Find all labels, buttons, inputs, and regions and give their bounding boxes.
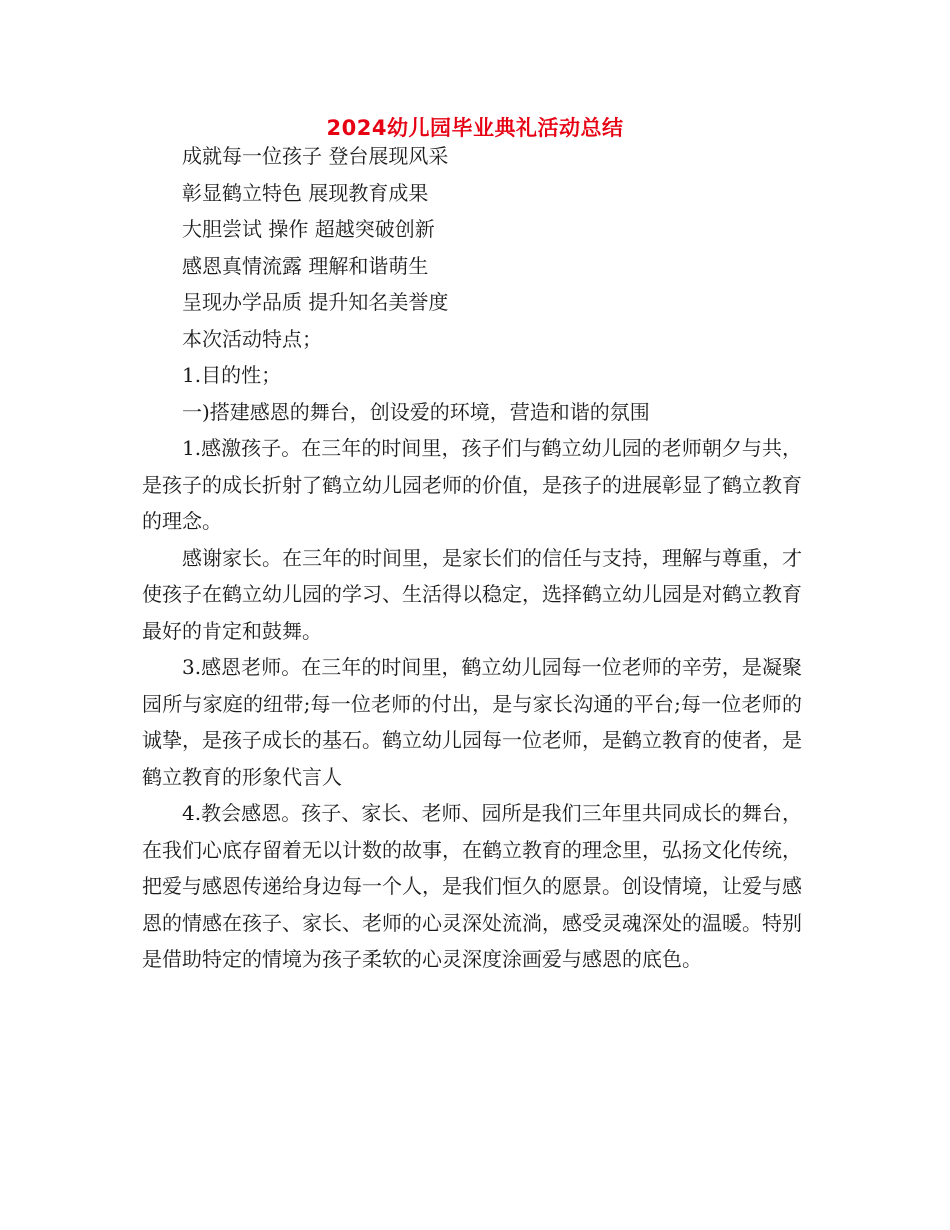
paragraph: 本次活动特点； (182, 326, 322, 351)
paragraph: 1.感激孩子。在三年的时间里，孩子们与鹤立幼儿园的老师朝夕与共，是孩子的成长折射了鹤立幼儿园老师的价值，是孩子的进展彰显了鹤立教育的理念。 (142, 436, 802, 533)
paragraph: 3.感恩老师。在三年的时间里，鹤立幼儿园每一位老师的辛劳，是凝聚园所与家庭的纽带;每一位老师的付出，是与家长沟通的平台;每一位老师的诚挚，是孩子成长的基石。鹤立幼儿园每一位老师，是鹤立教育的使者，是鹤立教育的形象代言人 (142, 655, 802, 789)
paragraph: 一)搭建感恩的舞台，创设爱的环境，营造和谐的氛围 (182, 399, 650, 424)
document-body (142, 138, 802, 978)
paragraph: 大胆尝试 操作 超越突破创新 (182, 217, 435, 241)
paragraph: 彰显鹤立特色 展现教育成果 (182, 180, 429, 205)
paragraph: 呈现办学品质 提升知名美誉度 (182, 290, 449, 314)
paragraph: 1.目的性； (182, 363, 282, 387)
document-title: 2024幼儿园毕业典礼活动总结 (326, 116, 624, 140)
paragraph: 4.教会感恩。孩子、家长、老师、园所是我们三年里共同成长的舞台，在我们心底存留着无以计数的故事，在鹤立教育的理念里，弘扬文化传统，把爱与感恩传递给身边每一个人，是我们恒久的愿景。创设情境，让爱与感恩的情感在孩子、家长、老师的心灵深处流淌，感受灵魂深处的温暖。特别是借助特定的情境为孩子柔软的心灵深度涂画爱与感恩的底色。 (142, 801, 802, 971)
paragraph: 感谢家长。在三年的时间里，是家长们的信任与支持，理解与尊重，才使孩子在鹤立幼儿园的学习、生活得以稳定，选择鹤立幼儿园是对鹤立教育最好的肯定和鼓舞。 (142, 545, 802, 643)
paragraph: 感恩真情流露 理解和谐萌生 (182, 253, 429, 278)
paragraph: 成就每一位孩子 登台展现风采 (182, 144, 449, 168)
